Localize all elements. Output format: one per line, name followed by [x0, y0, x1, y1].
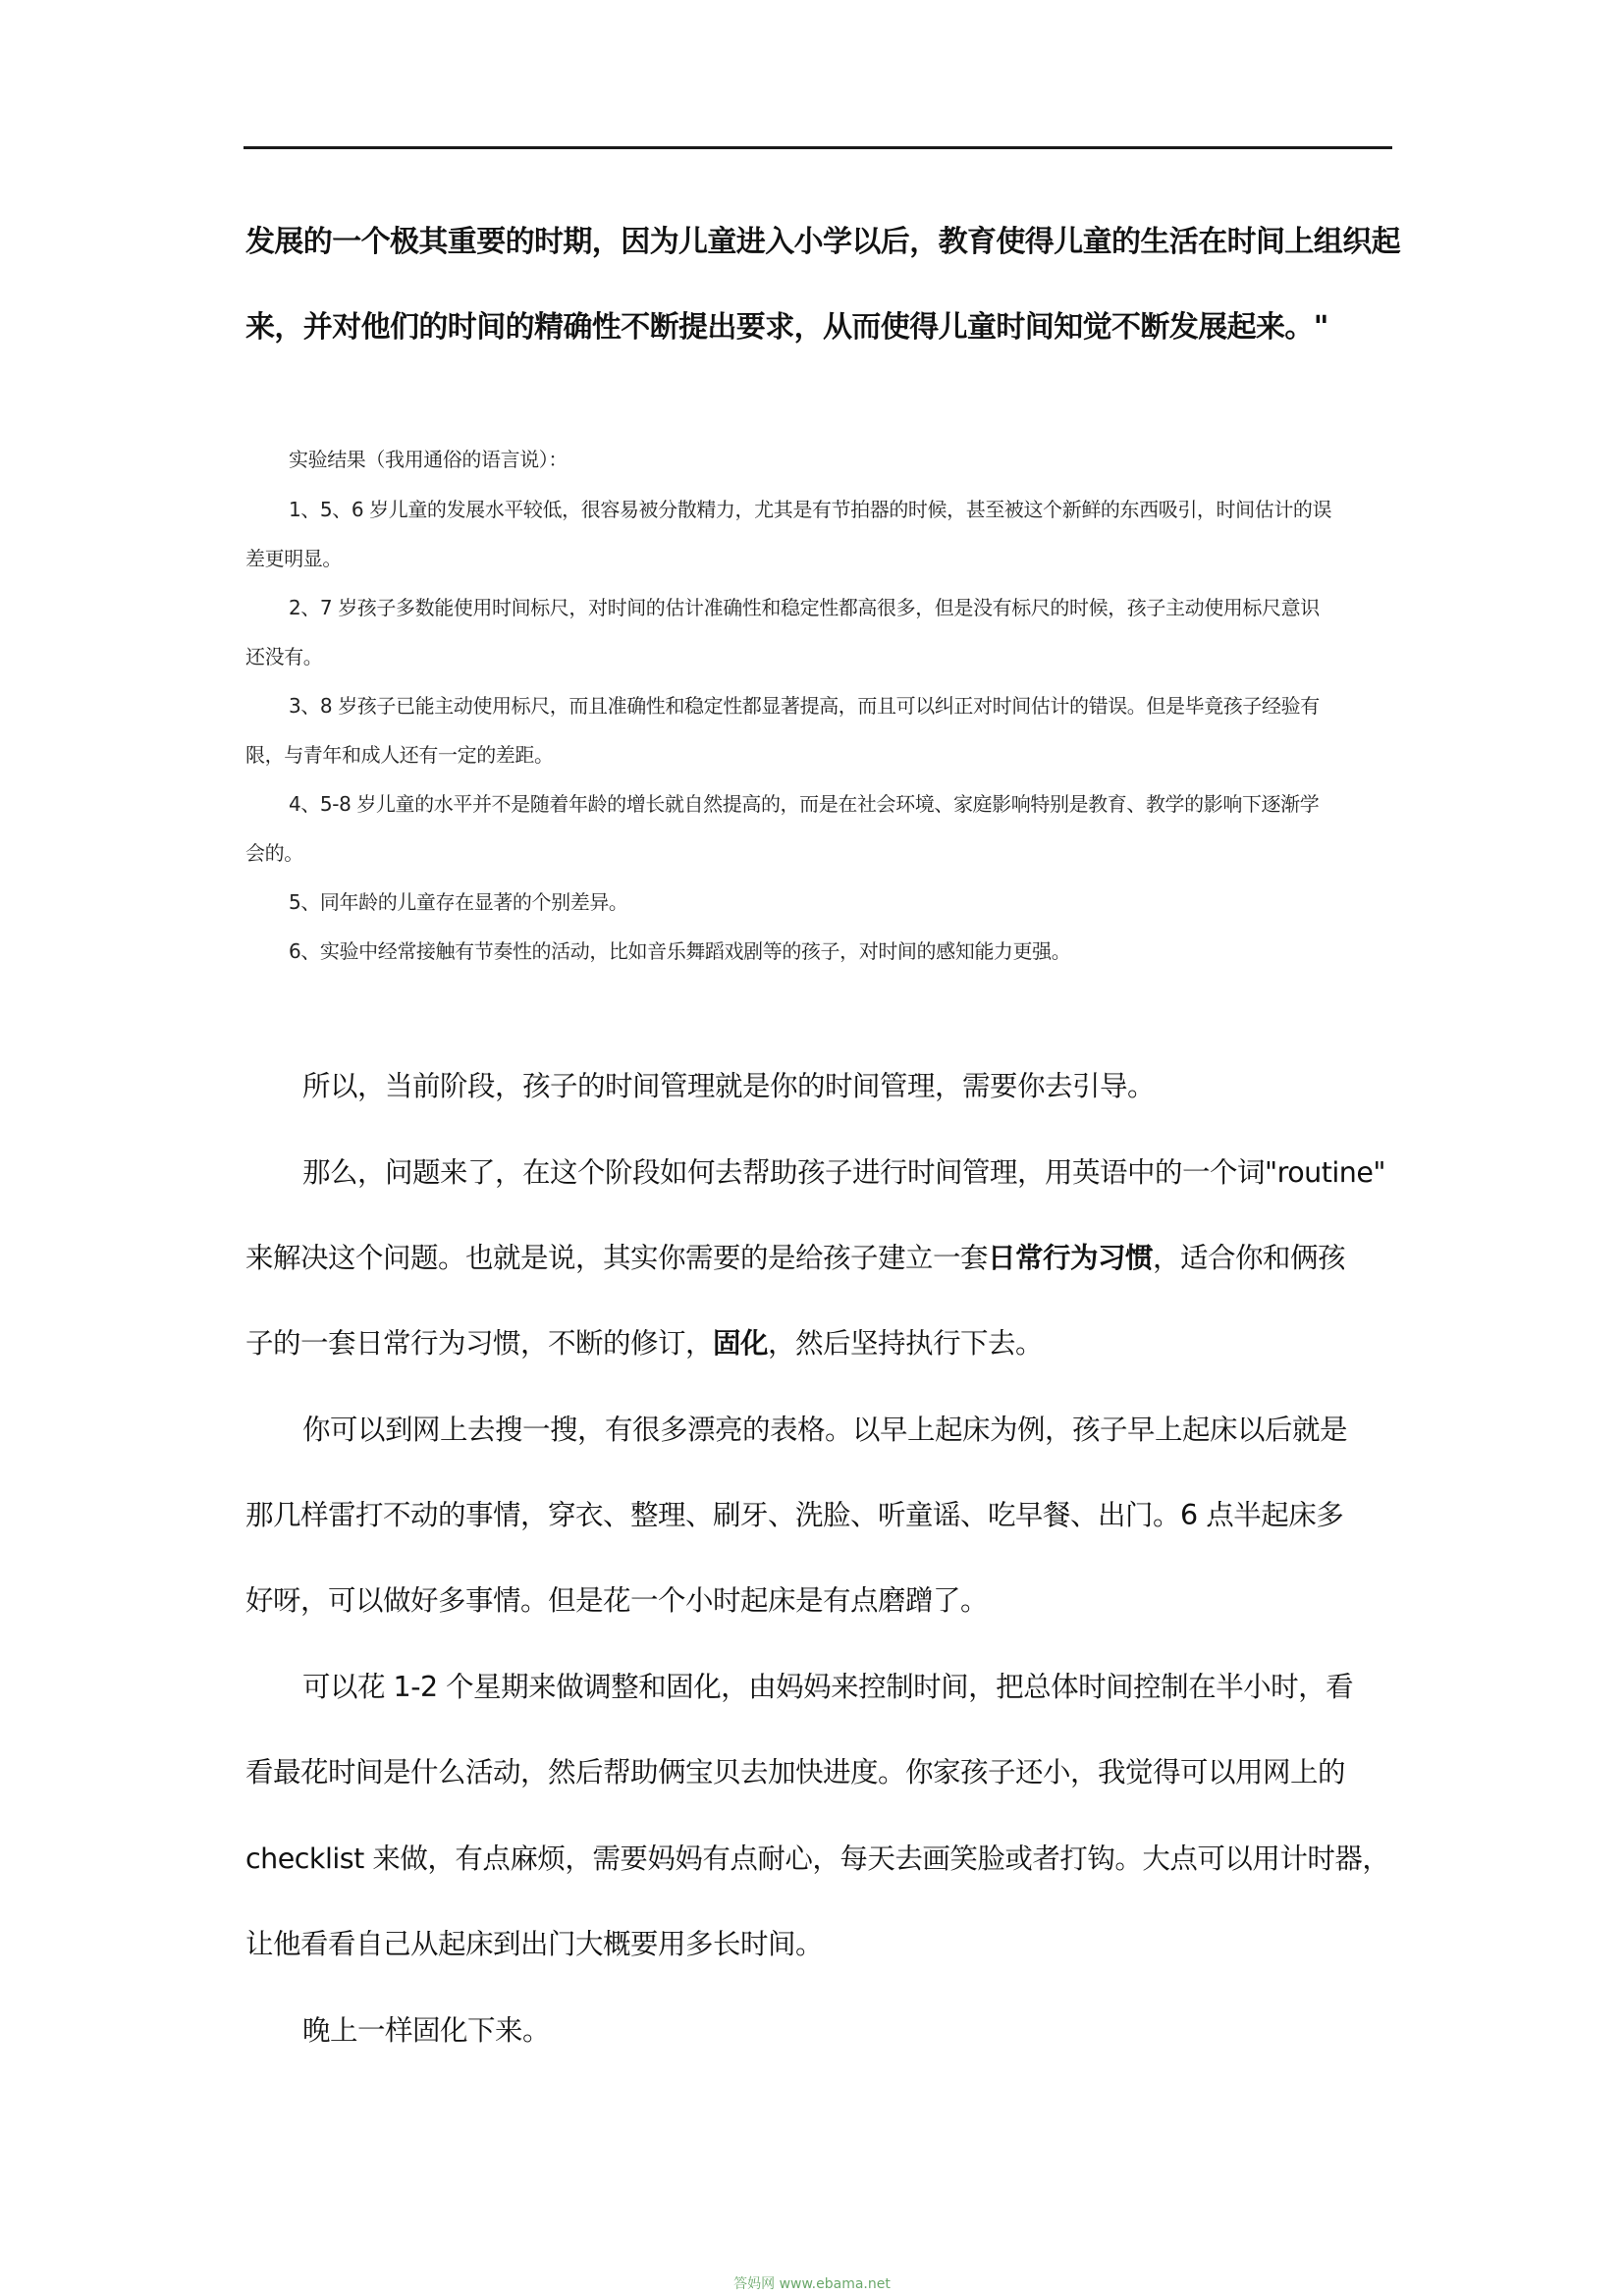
- quote-line-1: 发展的一个极其重要的时期，因为儿童进入小学以后，教育使得儿童的生活在时间上组织起: [245, 225, 1400, 259]
- paragraph-line: [245, 1240, 1345, 1277]
- paragraph-line: 好呀，可以做好多事情。但是花一个小时起床是有点磨蹭了。: [245, 1584, 989, 1617]
- paragraph-line: 那几样雷打不动的事情，穿衣、整理、刷牙、洗脸、听童谣、吃早餐、出门。6 点半起床多: [245, 1499, 1344, 1531]
- text-run: 来解决这个问题。也就是说，其实你需要的是给孩子建立一套: [245, 1242, 989, 1274]
- footer-watermark: 答妈网 www.ebama.net: [733, 2276, 891, 2292]
- paragraph-line: 那么，问题来了，在这个阶段如何去帮助孩子进行时间管理，用英语中的一个词"routine": [302, 1156, 1386, 1189]
- result-item: 差更明显。: [245, 547, 342, 570]
- text-run: ，然后坚持执行下去。: [768, 1327, 1044, 1360]
- quote-line-2: 来，并对他们的时间的精确性不断提出要求，从而使得儿童时间知觉不断发展起来。": [245, 310, 1328, 345]
- paragraph-line: [245, 1325, 1043, 1362]
- paragraph-line: checklist 来做，有点麻烦，需要妈妈有点耐心，每天去画笑脸或者打钩。大点可以用计时器，: [245, 1842, 1390, 1875]
- result-item: 5、同年龄的儿童存在显著的个别差异。: [289, 890, 628, 914]
- paragraph-line: 可以花 1-2 个星期来做调整和固化，由妈妈来控制时间，把总体时间控制在半小时，看: [302, 1671, 1354, 1703]
- text-run: ，适合你和俩孩: [1153, 1242, 1346, 1274]
- result-item: 还没有。: [245, 645, 323, 668]
- header-rule: [244, 146, 1392, 149]
- result-item: 6、实验中经常接触有节奏性的活动，比如音乐舞蹈戏剧等的孩子，对时间的感知能力更强。: [289, 939, 1071, 963]
- paragraph-line: 看最花时间是什么活动，然后帮助俩宝贝去加快进度。你家孩子还小，我觉得可以用网上的: [245, 1756, 1346, 1789]
- paragraph-line: 所以，当前阶段，孩子的时间管理就是你的时间管理，需要你去引导。: [302, 1070, 1156, 1102]
- paragraph-line: 让他看看自己从起床到出门大概要用多长时间。: [245, 1928, 824, 1960]
- result-item: 会的。: [245, 841, 303, 865]
- paragraph-line: 你可以到网上去搜一搜，有很多漂亮的表格。以早上起床为例，孩子早上起床以后就是: [302, 1414, 1348, 1446]
- bold-text-run: 日常行为习惯: [988, 1242, 1154, 1274]
- paragraph-line: 晚上一样固化下来。: [302, 2014, 551, 2047]
- result-item: 2、7 岁孩子多数能使用时间标尺，对时间的估计准确性和稳定性都高很多，但是没有标尺的时候，孩子主动使用标尺意识: [289, 596, 1320, 619]
- bold-text-run: 固化: [713, 1327, 769, 1360]
- result-item: 3、8 岁孩子已能主动使用标尺，而且准确性和稳定性都显著提高，而且可以纠正对时间估计的错误。但是毕竟孩子经验有: [289, 694, 1320, 718]
- text-run: 子的一套日常行为习惯，不断的修订，: [245, 1327, 714, 1360]
- result-item: 4、5-8 岁儿童的水平并不是随着年龄的增长就自然提高的，而是在社会环境、家庭影响特别是教育、教学的影响下逐渐学: [289, 792, 1320, 816]
- result-item: 限，与青年和成人还有一定的差距。: [245, 743, 554, 767]
- results-heading: 实验结果（我用通俗的语言说）：: [289, 448, 568, 471]
- result-item: 1、5、6 岁儿童的发展水平较低，很容易被分散精力，尤其是有节拍器的时候，甚至被这个新鲜的东西吸引，时间估计的误: [289, 498, 1332, 521]
